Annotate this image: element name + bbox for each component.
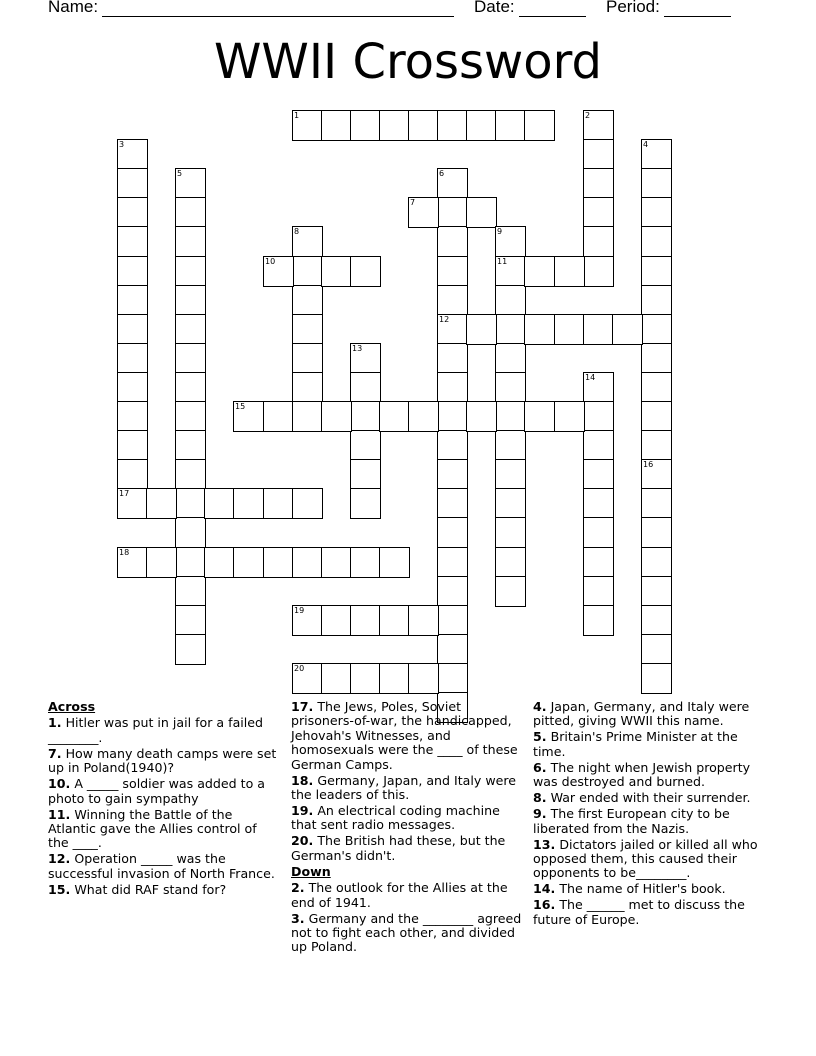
grid-cell[interactable] bbox=[321, 256, 352, 287]
period-label: Period: bbox=[606, 0, 660, 16]
clue-across-12: 12. Operation _____ was the successful invasion of North France. bbox=[48, 851, 275, 881]
grid-cell[interactable] bbox=[408, 110, 439, 141]
clue-number: 11 bbox=[497, 257, 508, 266]
grid-cell[interactable] bbox=[583, 110, 614, 141]
grid-cell[interactable] bbox=[437, 343, 468, 374]
grid-cell[interactable] bbox=[292, 226, 323, 257]
grid-cell[interactable] bbox=[583, 168, 614, 199]
grid-cell[interactable] bbox=[583, 139, 614, 170]
clue-across-1: 1. Hitler was put in jail for a failed ________. bbox=[48, 715, 264, 745]
clue-number: 19 bbox=[294, 606, 305, 615]
grid-cell[interactable] bbox=[437, 372, 468, 403]
grid-cell[interactable] bbox=[350, 343, 381, 374]
grid-cell[interactable] bbox=[437, 197, 468, 228]
grid-cell[interactable] bbox=[437, 576, 468, 607]
grid-cell[interactable] bbox=[292, 343, 323, 374]
grid-cell[interactable] bbox=[495, 343, 526, 374]
grid-cell[interactable] bbox=[641, 517, 672, 548]
grid-cell[interactable] bbox=[175, 401, 206, 432]
grid-cell[interactable] bbox=[175, 256, 206, 287]
grid-cell[interactable] bbox=[117, 197, 148, 228]
grid-cell[interactable] bbox=[379, 663, 410, 694]
clue-number: 8 bbox=[294, 227, 300, 236]
grid-cell[interactable] bbox=[321, 110, 352, 141]
grid-cell[interactable] bbox=[641, 547, 672, 578]
grid-cell[interactable] bbox=[408, 663, 439, 694]
grid-cell[interactable] bbox=[641, 634, 672, 665]
clue-across-7: 7. How many death camps were set up in Poland(1940)? bbox=[48, 745, 277, 776]
clue-down-6: 6. The night when Jewish property was destroyed and burned. bbox=[533, 759, 751, 790]
grid-cell[interactable] bbox=[350, 547, 381, 578]
grid-cell[interactable] bbox=[350, 605, 381, 636]
grid-cell[interactable] bbox=[495, 459, 526, 490]
grid-cell[interactable] bbox=[641, 576, 672, 607]
grid-cell[interactable] bbox=[350, 488, 381, 519]
grid-cell[interactable] bbox=[292, 110, 323, 141]
grid-cell[interactable] bbox=[321, 605, 352, 636]
grid-cell[interactable] bbox=[524, 110, 555, 141]
grid-cell[interactable] bbox=[175, 517, 206, 548]
grid-cell[interactable] bbox=[379, 547, 410, 578]
clue-number: 1 bbox=[294, 111, 300, 120]
grid-cell[interactable] bbox=[292, 256, 323, 287]
grid-cell[interactable] bbox=[583, 372, 614, 403]
grid-cell[interactable] bbox=[437, 663, 468, 694]
grid-cell[interactable] bbox=[466, 197, 497, 228]
clue-across-18: 18. Germany, Japan, and Italy were the leaders of this. bbox=[291, 772, 517, 803]
grid-cell[interactable] bbox=[495, 110, 526, 141]
grid-cell[interactable] bbox=[350, 110, 381, 141]
grid-cell[interactable] bbox=[583, 488, 614, 519]
clue-down-13: 13. Dictators jailed or killed all who opposed them, this caused their opponents to be________. bbox=[533, 836, 758, 881]
grid-cell[interactable] bbox=[495, 314, 526, 345]
grid-cell[interactable] bbox=[641, 459, 672, 490]
grid-cell[interactable] bbox=[641, 430, 672, 461]
grid-cell[interactable] bbox=[583, 517, 614, 548]
grid-cell[interactable] bbox=[233, 547, 264, 578]
page-title: WWII Crossword bbox=[213, 34, 603, 90]
grid-cell[interactable] bbox=[495, 401, 526, 432]
grid-cell[interactable] bbox=[554, 401, 585, 432]
grid-cell[interactable] bbox=[117, 547, 148, 578]
grid-cell[interactable] bbox=[495, 226, 526, 257]
grid-cell[interactable] bbox=[175, 459, 206, 490]
clue-number: 13 bbox=[352, 344, 363, 353]
clue-number: 3 bbox=[119, 140, 125, 149]
grid-cell[interactable] bbox=[175, 605, 206, 636]
grid-cell[interactable] bbox=[117, 256, 148, 287]
grid-cell[interactable] bbox=[146, 547, 177, 578]
grid-cell[interactable] bbox=[117, 430, 148, 461]
grid-cell[interactable] bbox=[583, 430, 614, 461]
grid-cell[interactable] bbox=[292, 488, 323, 519]
grid-cell[interactable] bbox=[466, 314, 497, 345]
grid-cell[interactable] bbox=[495, 285, 526, 316]
grid-cell[interactable] bbox=[175, 168, 206, 199]
grid-cell[interactable] bbox=[263, 256, 294, 287]
grid-cell[interactable] bbox=[117, 459, 148, 490]
grid-cell[interactable] bbox=[437, 256, 468, 287]
grid-cell[interactable] bbox=[437, 401, 468, 432]
grid-cell[interactable] bbox=[583, 547, 614, 578]
clue-number: 16 bbox=[643, 460, 654, 469]
clue-number: 2 bbox=[585, 111, 591, 120]
grid-cell[interactable] bbox=[117, 168, 148, 199]
grid-cell[interactable] bbox=[175, 226, 206, 257]
clue-number: 9 bbox=[497, 227, 503, 236]
grid-cell[interactable] bbox=[583, 576, 614, 607]
grid-cell[interactable] bbox=[437, 517, 468, 548]
grid-cell[interactable] bbox=[641, 285, 672, 316]
grid-cell[interactable] bbox=[495, 517, 526, 548]
grid-cell[interactable] bbox=[379, 110, 410, 141]
grid-cell[interactable] bbox=[263, 488, 294, 519]
grid-cell[interactable] bbox=[437, 430, 468, 461]
clue-down-14: 14. The name of Hitler's book. bbox=[533, 881, 726, 897]
grid-cell[interactable] bbox=[641, 256, 672, 287]
clues-column-3 bbox=[533, 700, 773, 929]
grid-cell[interactable] bbox=[641, 343, 672, 374]
clue-down-4: 4. Japan, Germany, and Italy were pitted, giving WWII this name. bbox=[533, 699, 750, 729]
grid-cell[interactable] bbox=[437, 226, 468, 257]
clue-number: 17 bbox=[119, 489, 130, 498]
clue-number: 10 bbox=[265, 257, 276, 266]
grid-cell[interactable] bbox=[437, 459, 468, 490]
grid-cell[interactable] bbox=[117, 488, 148, 519]
grid-cell[interactable] bbox=[583, 226, 614, 257]
grid-cell[interactable] bbox=[175, 488, 206, 519]
clue-down-5: 5. Britain's Prime Minister at the time. bbox=[533, 729, 738, 759]
grid-cell[interactable] bbox=[175, 197, 206, 228]
grid-cell[interactable] bbox=[117, 139, 148, 170]
grid-cell[interactable] bbox=[554, 314, 585, 345]
grid-cell[interactable] bbox=[292, 285, 323, 316]
grid-cell[interactable] bbox=[495, 488, 526, 519]
grid-cell[interactable] bbox=[583, 314, 614, 345]
grid-cell[interactable] bbox=[321, 663, 352, 694]
grid-cell[interactable] bbox=[437, 110, 468, 141]
grid-cell[interactable] bbox=[233, 488, 264, 519]
grid-cell[interactable] bbox=[437, 634, 468, 665]
grid-cell[interactable] bbox=[437, 547, 468, 578]
clue-across-10: 10. A _____ soldier was added to a photo to gain sympathy bbox=[48, 776, 266, 806]
clue-down-16: 16. The ______ met to discuss the future of Europe. bbox=[533, 897, 745, 927]
clue-number: 7 bbox=[410, 198, 416, 207]
grid-cell[interactable] bbox=[641, 226, 672, 257]
grid-cell[interactable] bbox=[641, 168, 672, 199]
grid-cell[interactable] bbox=[350, 459, 381, 490]
clue-number: 12 bbox=[439, 315, 450, 324]
grid-cell[interactable] bbox=[350, 256, 381, 287]
grid-cell[interactable] bbox=[292, 547, 323, 578]
date-label: Date: bbox=[474, 0, 515, 16]
grid-cell[interactable] bbox=[408, 401, 439, 432]
grid-cell[interactable] bbox=[641, 372, 672, 403]
grid-cell[interactable] bbox=[583, 401, 614, 432]
grid-cell[interactable] bbox=[641, 314, 672, 345]
across-heading: Across bbox=[48, 699, 96, 714]
clues-column-2 bbox=[291, 700, 527, 956]
grid-cell[interactable] bbox=[495, 547, 526, 578]
grid-cell[interactable] bbox=[583, 459, 614, 490]
grid-cell[interactable] bbox=[146, 488, 177, 519]
grid-cell[interactable] bbox=[350, 372, 381, 403]
grid-cell[interactable] bbox=[641, 401, 672, 432]
grid-cell[interactable] bbox=[554, 256, 585, 287]
grid-cell[interactable] bbox=[466, 110, 497, 141]
grid-cell[interactable] bbox=[175, 547, 206, 578]
grid-cell[interactable] bbox=[117, 285, 148, 316]
clue-across-17: 17. The Jews, Poles, Soviet prisoners-of-war, the handicapped, Jehovah's Witnesses, and homosexuals were the ____ of these German Camps. bbox=[291, 699, 518, 772]
clue-number: 18 bbox=[119, 548, 130, 557]
clue-number: 15 bbox=[235, 402, 246, 411]
grid-cell[interactable] bbox=[175, 634, 206, 665]
grid-cell[interactable] bbox=[612, 314, 643, 345]
grid-cell[interactable] bbox=[379, 605, 410, 636]
grid-cell[interactable] bbox=[117, 343, 148, 374]
grid-cell[interactable] bbox=[437, 314, 468, 345]
grid-cell[interactable] bbox=[583, 605, 614, 636]
grid-cell[interactable] bbox=[204, 547, 235, 578]
grid-cell[interactable] bbox=[495, 576, 526, 607]
grid-cell[interactable] bbox=[204, 488, 235, 519]
grid-cell[interactable] bbox=[524, 401, 555, 432]
clue-down-2: 2. The outlook for the Allies at the end of 1941. bbox=[291, 880, 508, 910]
grid-cell[interactable] bbox=[292, 401, 323, 432]
grid-cell[interactable] bbox=[641, 197, 672, 228]
grid-cell[interactable] bbox=[466, 401, 497, 432]
clue-number: 6 bbox=[439, 169, 445, 178]
grid-cell[interactable] bbox=[641, 663, 672, 694]
grid-cell[interactable] bbox=[292, 605, 323, 636]
grid-cell[interactable] bbox=[175, 285, 206, 316]
grid-cell[interactable] bbox=[437, 488, 468, 519]
grid-cell[interactable] bbox=[379, 401, 410, 432]
grid-cell[interactable] bbox=[583, 197, 614, 228]
clue-number: 4 bbox=[643, 140, 649, 149]
grid-cell[interactable] bbox=[175, 343, 206, 374]
clue-down-3: 3. Germany and the ________ agreed not to fight each other, and divided up Poland. bbox=[291, 910, 522, 955]
grid-cell[interactable] bbox=[263, 547, 294, 578]
down-heading: Down bbox=[291, 863, 331, 879]
clue-across-19: 19. An electrical coding machine that sent radio messages. bbox=[291, 803, 500, 833]
grid-cell[interactable] bbox=[641, 488, 672, 519]
grid-cell[interactable] bbox=[175, 372, 206, 403]
grid-cell[interactable] bbox=[583, 256, 614, 287]
clues-column-1 bbox=[48, 700, 280, 899]
grid-cell[interactable] bbox=[117, 372, 148, 403]
grid-cell[interactable] bbox=[437, 285, 468, 316]
grid-cell[interactable] bbox=[292, 314, 323, 345]
grid-cell[interactable] bbox=[641, 139, 672, 170]
clue-across-20: 20. The British had these, but the German's didn't. bbox=[291, 833, 506, 863]
grid-cell[interactable] bbox=[175, 576, 206, 607]
name-label: Name: bbox=[48, 0, 99, 16]
clue-across-11: 11. Winning the Battle of the Atlantic gave the Allies control of the ____. bbox=[48, 806, 257, 851]
grid-cell[interactable] bbox=[495, 372, 526, 403]
grid-cell[interactable] bbox=[524, 256, 555, 287]
grid-cell[interactable] bbox=[408, 197, 439, 228]
grid-cell[interactable] bbox=[524, 314, 555, 345]
clue-number: 20 bbox=[294, 664, 305, 673]
grid-cell[interactable] bbox=[117, 314, 148, 345]
grid-cell[interactable] bbox=[321, 401, 352, 432]
clue-down-9: 9. The first European city to be liberated from the Nazis. bbox=[533, 806, 730, 836]
grid-cell[interactable] bbox=[117, 401, 148, 432]
grid-cell[interactable] bbox=[495, 256, 526, 287]
grid-cell[interactable] bbox=[263, 401, 294, 432]
clue-number: 5 bbox=[177, 169, 183, 178]
grid-cell[interactable] bbox=[292, 372, 323, 403]
grid-cell[interactable] bbox=[233, 401, 264, 432]
grid-cell[interactable] bbox=[175, 314, 206, 345]
clue-across-15: 15. What did RAF stand for? bbox=[48, 881, 227, 897]
grid-cell[interactable] bbox=[408, 605, 439, 636]
grid-cell[interactable] bbox=[175, 430, 206, 461]
grid-cell[interactable] bbox=[350, 663, 381, 694]
grid-cell[interactable] bbox=[350, 401, 381, 432]
grid-cell[interactable] bbox=[641, 605, 672, 636]
grid-cell[interactable] bbox=[495, 430, 526, 461]
grid-cell[interactable] bbox=[117, 226, 148, 257]
clue-down-8: 8. War ended with their surrender. bbox=[533, 790, 751, 806]
grid-cell[interactable] bbox=[321, 547, 352, 578]
clue-number: 14 bbox=[585, 373, 596, 382]
grid-cell[interactable] bbox=[350, 430, 381, 461]
grid-cell[interactable] bbox=[437, 605, 468, 636]
grid-cell[interactable] bbox=[292, 663, 323, 694]
grid-cell[interactable] bbox=[437, 168, 468, 199]
